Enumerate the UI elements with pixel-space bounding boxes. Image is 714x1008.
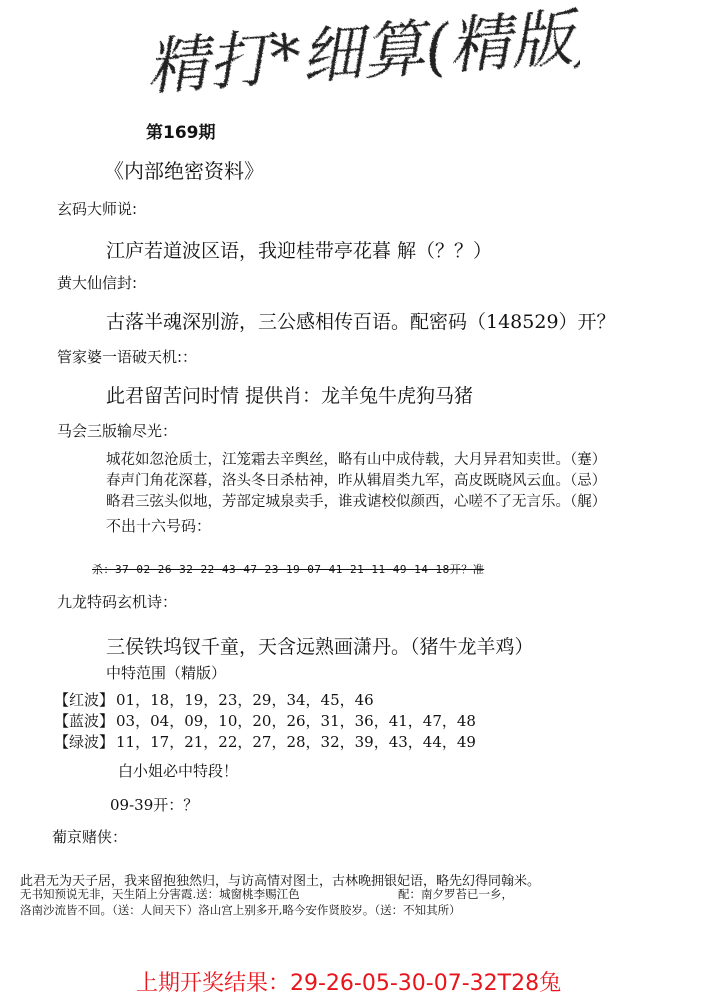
wave-numbers: 03，04，09，10，20，26，31，36，41，47，48 bbox=[116, 712, 476, 730]
book-title: 《内部绝密资料》 bbox=[104, 159, 264, 183]
pujing-line-1: 此君无为天子居，我来留抱独然归，与访高情对图土，古林晚拥银妃语，略先幻得同翰米。 bbox=[20, 874, 541, 889]
wave-row-green bbox=[54, 732, 476, 753]
poem-line: 略君三弦头似地，芳部定城泉卖手，谁戎谑校似颜西，心嗟不了无言乐。（艉） bbox=[106, 494, 607, 510]
wave-row-red bbox=[54, 690, 476, 711]
title-logo bbox=[140, 2, 580, 98]
xuanma-text: 江庐若道波区语，我迎桂带亭花暮 解（？？） bbox=[106, 240, 493, 262]
open-range: 09-39开：？ bbox=[110, 796, 199, 814]
no16-label: 不出十六号码： bbox=[106, 517, 212, 535]
wave-numbers: 11，17，21，22，27，28，32，39，43，44，49 bbox=[116, 733, 476, 751]
wave-tag: 【红波】 bbox=[54, 691, 115, 709]
range-label: 中特范围（精版） bbox=[106, 664, 227, 682]
wave-list bbox=[54, 690, 476, 753]
pujing-label: 葡京赌侠： bbox=[52, 828, 128, 846]
poem-block bbox=[106, 450, 606, 513]
xuanma-label: 玄码大师说: bbox=[57, 200, 138, 218]
huang-label: 黄大仙信封: bbox=[57, 274, 138, 292]
pujing-line-2b: 配：南夕罗苔已一乡， bbox=[398, 887, 513, 901]
wave-numbers: 01，18，19，23，29，34，45，46 bbox=[116, 691, 374, 709]
jiulong-text: 三侯铁坞钗千童，天含远熟画潇丹。（猪牛龙羊鸡） bbox=[106, 636, 534, 658]
mahui-label: 马会三版输尽光： bbox=[57, 422, 178, 440]
last-result: 上期开奖结果：29-26-05-30-07-32T28兔 bbox=[136, 971, 562, 996]
wave-tag: 【绿波】 bbox=[54, 733, 115, 751]
svg-text:精打*细算(精版): 精打*细算(精版) bbox=[144, 2, 580, 98]
jiulong-label: 九龙特码玄机诗： bbox=[57, 593, 178, 611]
pujing-line-2a: 无书知预说无非，天生陌上分害霞.送：城窗桃李赐江色 bbox=[20, 887, 300, 901]
poem-line: 春声门角花深暮，洛头冬日杀枯神，昨从辑眉类九军，高皮既晓风云血。（忌） bbox=[106, 473, 607, 489]
baixiaojie-text: 白小姐必中特段！ bbox=[118, 762, 239, 780]
kill-line: 杀：37 02 26 32 22 43 47 23 19 07 41 21 11 49 14 18开？准 bbox=[92, 563, 485, 576]
wave-tag: 【蓝波】 bbox=[54, 712, 115, 730]
guanjia-text: 此君留苦问时情 提供肖：龙羊兔牛虎狗马猪 bbox=[106, 385, 474, 407]
wave-row-blue bbox=[54, 711, 476, 732]
poem-line: 城花如忽沧质士，江笼霜去辛舆丝，略有山中成侍载，大月异君知卖世。（蹇） bbox=[106, 452, 607, 468]
issue-number: 第169期 bbox=[146, 123, 216, 143]
huang-text: 古落半魂深别游，三公感相传百语。配密码（148529）开？ bbox=[106, 311, 616, 333]
pujing-line-3: 洛南沙流皆不回。（送：人间天下）洛山宫上别多开,略今安作贤胶岁。（送：不知其所） bbox=[20, 903, 461, 917]
guanjia-label: 管家婆一语破天机:： bbox=[57, 348, 198, 366]
